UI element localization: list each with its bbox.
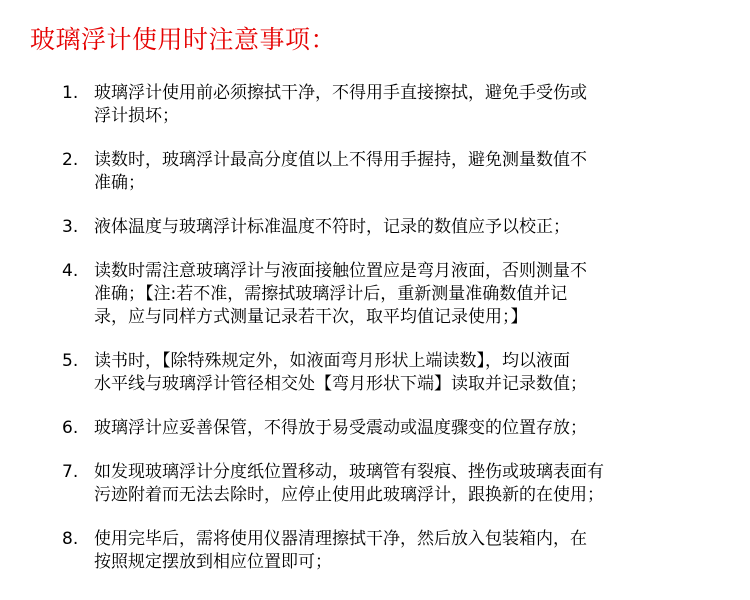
item-text: 如发现玻璃浮计分度纸位置移动，玻璃管有裂痕、挫伤或玻璃表面有 污迹附着而无法去除时，应停止使用此玻璃浮计，跟换新的在使用； bbox=[94, 462, 604, 505]
item-number: 5. bbox=[62, 351, 79, 371]
list-item-7 bbox=[62, 461, 722, 507]
notice-list bbox=[62, 82, 722, 574]
list-item-2 bbox=[62, 149, 722, 195]
item-number: 3. bbox=[62, 217, 79, 237]
list-item-4 bbox=[62, 260, 722, 329]
item-number: 8. bbox=[62, 529, 79, 549]
item-number: 6. bbox=[62, 418, 79, 438]
list-item-8 bbox=[62, 528, 722, 574]
item-number: 7. bbox=[62, 462, 79, 482]
item-number: 4. bbox=[62, 261, 79, 281]
item-text: 玻璃浮计应妥善保管，不得放于易受震动或温度骤变的位置存放； bbox=[94, 418, 587, 438]
item-text: 读数时需注意玻璃浮计与液面接触位置应是弯月液面，否则测量不 准确；【注:若不准，需擦拭玻璃浮计后，重新测量准确数值并记 录，应与同样方式测量记录若干次，取平均值记录使用；】 bbox=[94, 261, 587, 327]
list-item-5 bbox=[62, 350, 722, 396]
list-item-1 bbox=[62, 82, 722, 128]
item-text: 玻璃浮计使用前必须擦拭干净，不得用手直接擦拭，避免手受伤或 浮计损坏； bbox=[94, 83, 587, 126]
list-item-6 bbox=[62, 417, 722, 440]
item-text: 液体温度与玻璃浮计标准温度不符时，记录的数值应予以校正； bbox=[94, 217, 570, 237]
item-text: 读书时，【除特殊规定外，如液面弯月形状上端读数】，均以液面 水平线与玻璃浮计管径相交处【弯月形状下端】读取并记录数值； bbox=[94, 351, 587, 394]
item-number: 1. bbox=[62, 83, 79, 103]
item-text: 使用完毕后，需将使用仪器清理擦拭干净，然后放入包装箱内，在 按照规定摆放到相应位置即可； bbox=[94, 529, 587, 572]
page-title: 玻璃浮计使用时注意事项： bbox=[30, 25, 337, 54]
item-text: 读数时，玻璃浮计最高分度值以上不得用手握持，避免测量数值不 准确； bbox=[94, 150, 587, 193]
item-number: 2. bbox=[62, 150, 79, 170]
list-item-3 bbox=[62, 216, 722, 239]
